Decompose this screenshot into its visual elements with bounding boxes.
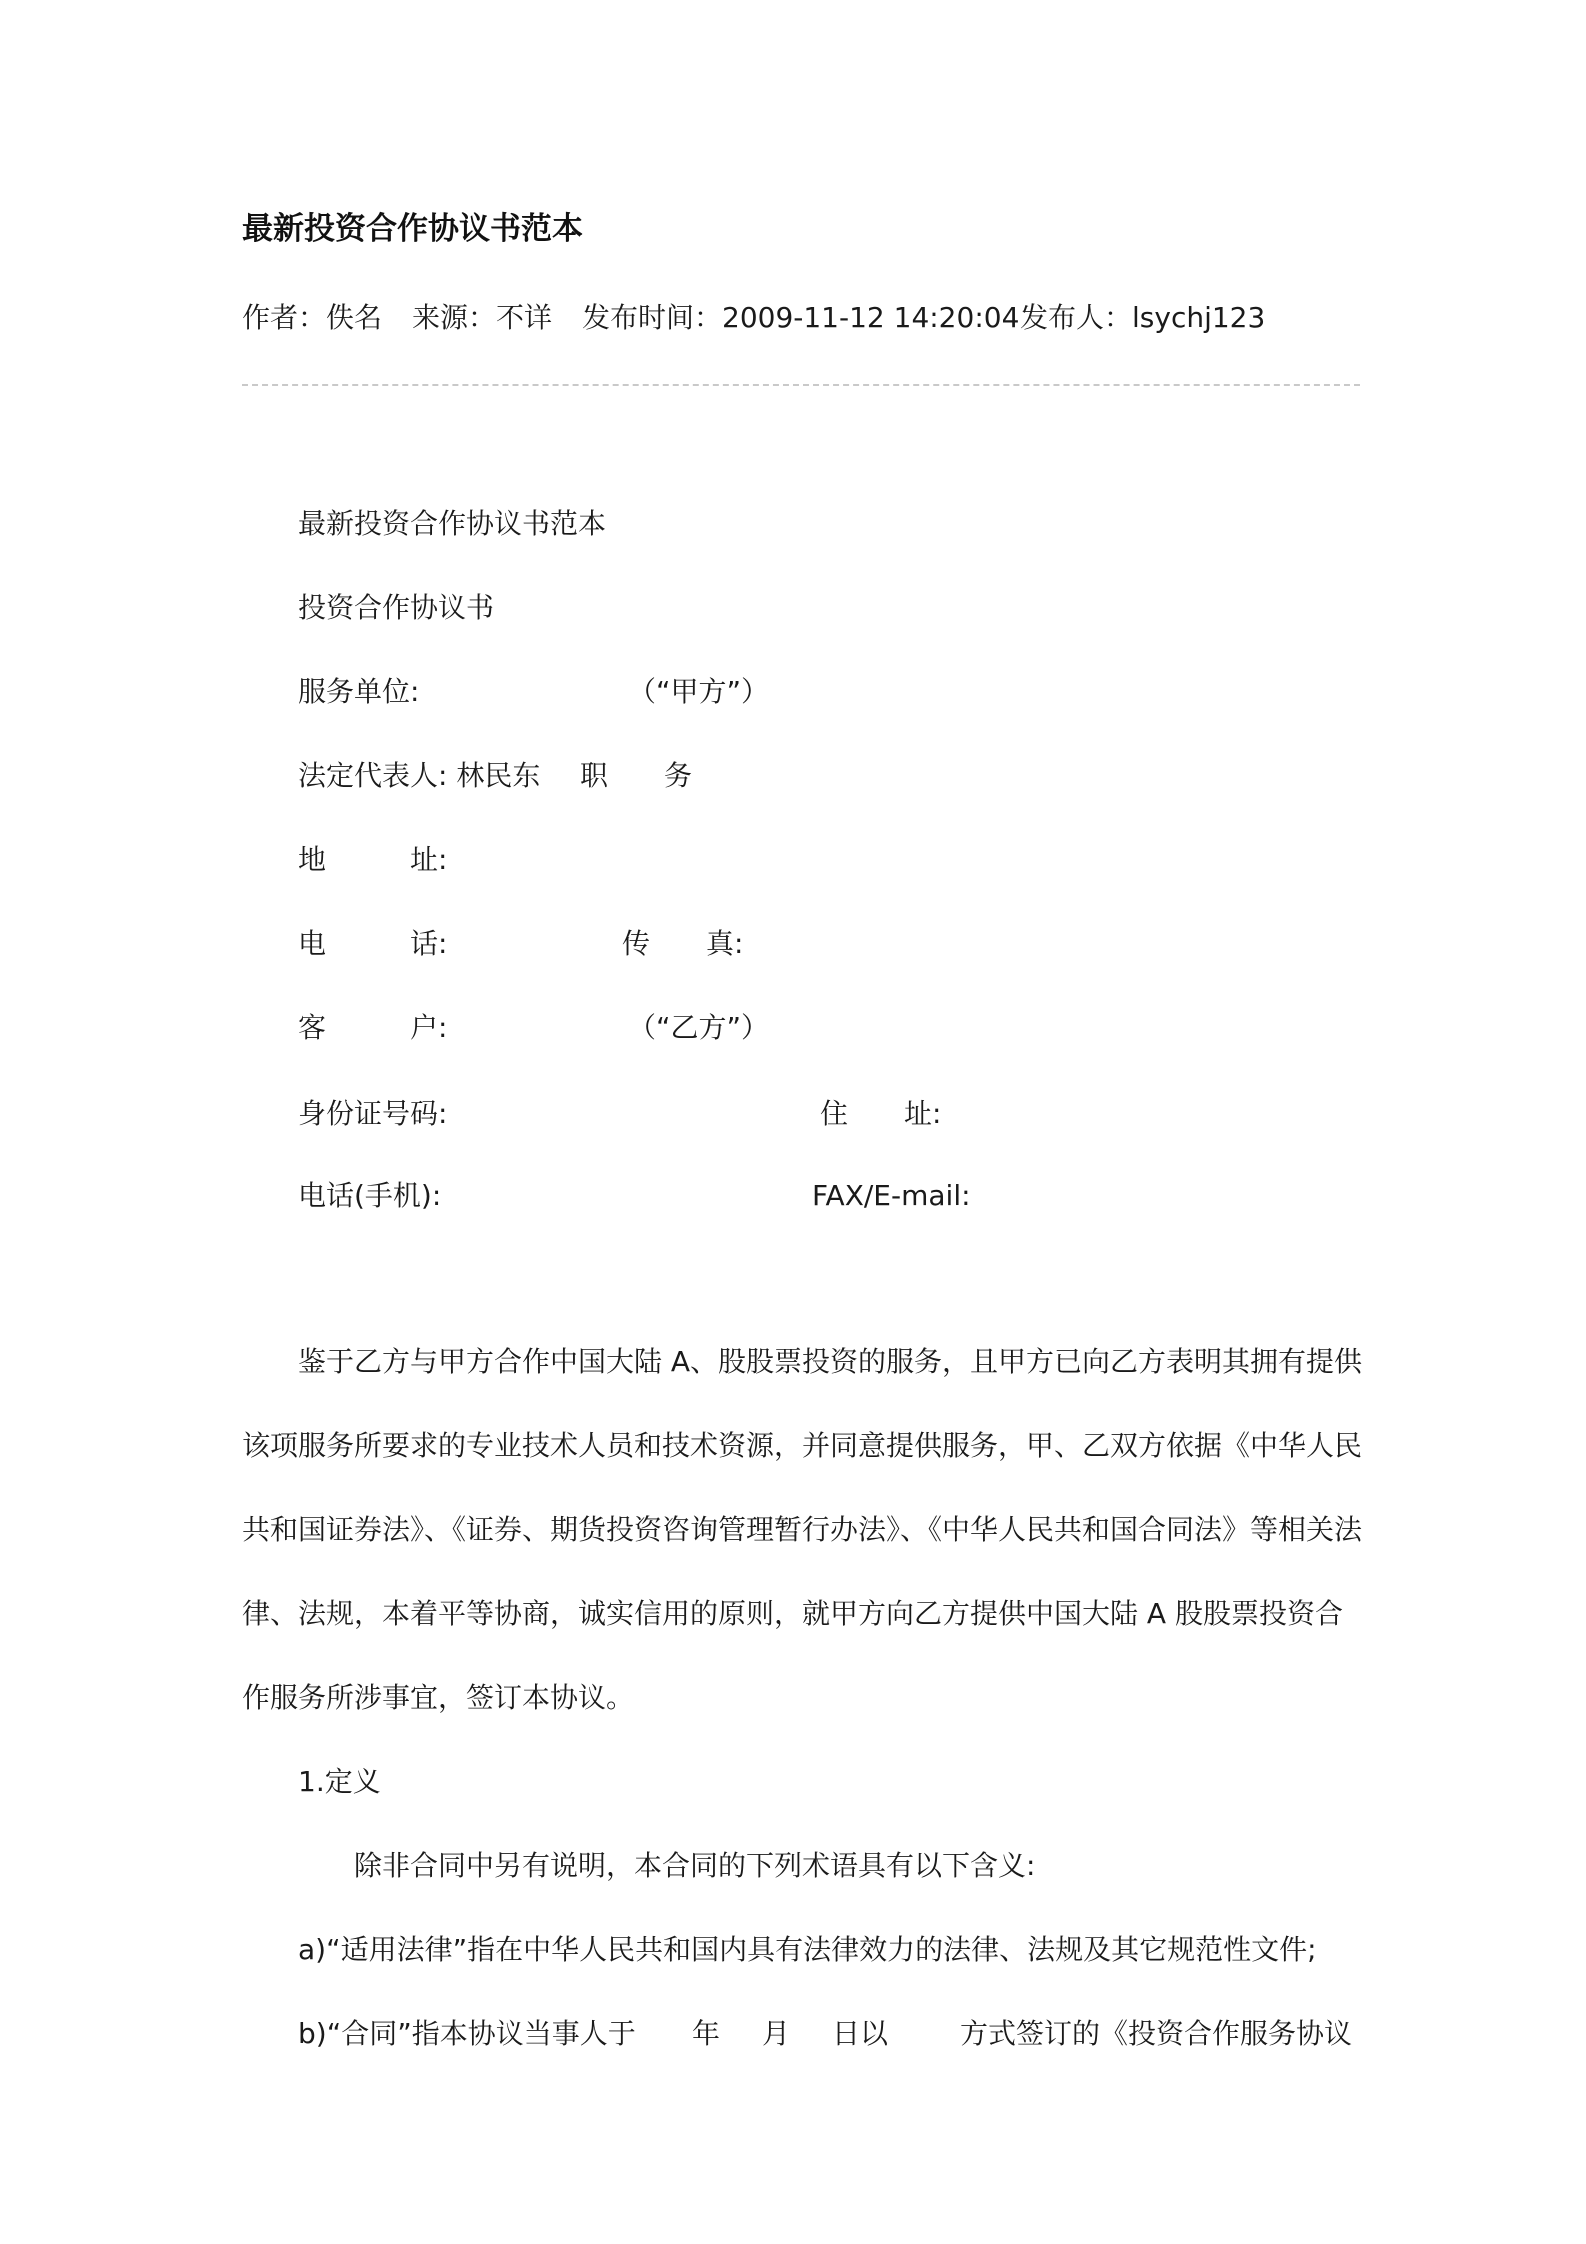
fax-email-label: FAX/E-mail: [812, 1179, 971, 1212]
meta-publisher: 发布人：lsychj123 [1020, 301, 1266, 334]
divider [242, 384, 1360, 386]
service-unit-label: 服务单位: [298, 675, 420, 708]
definition-item-b-year: 年 [692, 2017, 721, 2050]
paragraph-1-line-3: 共和国证券法》、《证券、期货投资咨询管理暂行办法》、《中华人民共和国合同法》等相关法 [242, 1513, 1363, 1546]
residence-label: 住 [820, 1097, 849, 1130]
definition-item-a: a)“适用法律”指在中华人民共和国内具有法律效力的法律、法规及其它规范性文件; [298, 1933, 1317, 1966]
party-a-tag: （“甲方”） [628, 675, 770, 708]
phone-label: 电 [298, 927, 327, 960]
paragraph-1-line-1: 鉴于乙方与甲方合作中国大陆 A、股股票投资的服务，且甲方已向乙方表明其拥有提供 [298, 1345, 1363, 1378]
paragraph-1-line-5: 作服务所涉事宜，签订本协议。 [242, 1681, 635, 1714]
definition-item-b-end: 方式签订的《投资合作服务协议 [960, 2017, 1353, 2050]
fax-label-2: 真: [706, 927, 744, 960]
party-b-tag: （“乙方”） [628, 1011, 770, 1044]
paragraph-1-line-2: 该项服务所要求的专业技术人员和技术资源，并同意提供服务，甲、乙双方依据《中华人民 [242, 1429, 1363, 1462]
definition-item-b-start: b)“合同”指本协议当事人于 [298, 2017, 636, 2050]
client-label: 客 [298, 1011, 327, 1044]
mobile-label: 电话(手机): [298, 1179, 442, 1212]
definition-item-b-day: 日以 [832, 2017, 889, 2050]
contract-heading: 最新投资合作协议书范本 [298, 507, 607, 540]
address-label-2: 址: [410, 843, 448, 876]
position-label: 职 [580, 759, 609, 792]
legal-rep-label: 法定代表人: 林民东 [298, 759, 541, 792]
paragraph-1-line-4: 律、法规，本着平等协商，诚实信用的原则，就甲方向乙方提供中国大陆 A 股股票投资合 [242, 1597, 1343, 1630]
residence-label-2: 址: [904, 1097, 942, 1130]
address-label: 地 [298, 843, 327, 876]
document-title: 最新投资合作协议书范本 [242, 211, 583, 247]
section-1-intro: 除非合同中另有说明，本合同的下列术语具有以下含义: [354, 1849, 1036, 1882]
client-label-2: 户: [410, 1011, 448, 1044]
position-label-2: 务 [664, 759, 693, 792]
id-number-label: 身份证号码: [298, 1097, 448, 1130]
meta-author: 作者：佚名 [242, 301, 383, 334]
contract-subheading: 投资合作协议书 [298, 591, 495, 624]
phone-label-2: 话: [410, 927, 448, 960]
fax-label: 传 [622, 927, 651, 960]
definition-item-b-month: 月 [762, 2017, 791, 2050]
meta-publish-time: 发布时间：2009-11-12 14:20:04 [582, 301, 1020, 334]
meta-source: 来源：不详 [412, 301, 553, 334]
section-1-title: 1.定义 [298, 1765, 381, 1798]
